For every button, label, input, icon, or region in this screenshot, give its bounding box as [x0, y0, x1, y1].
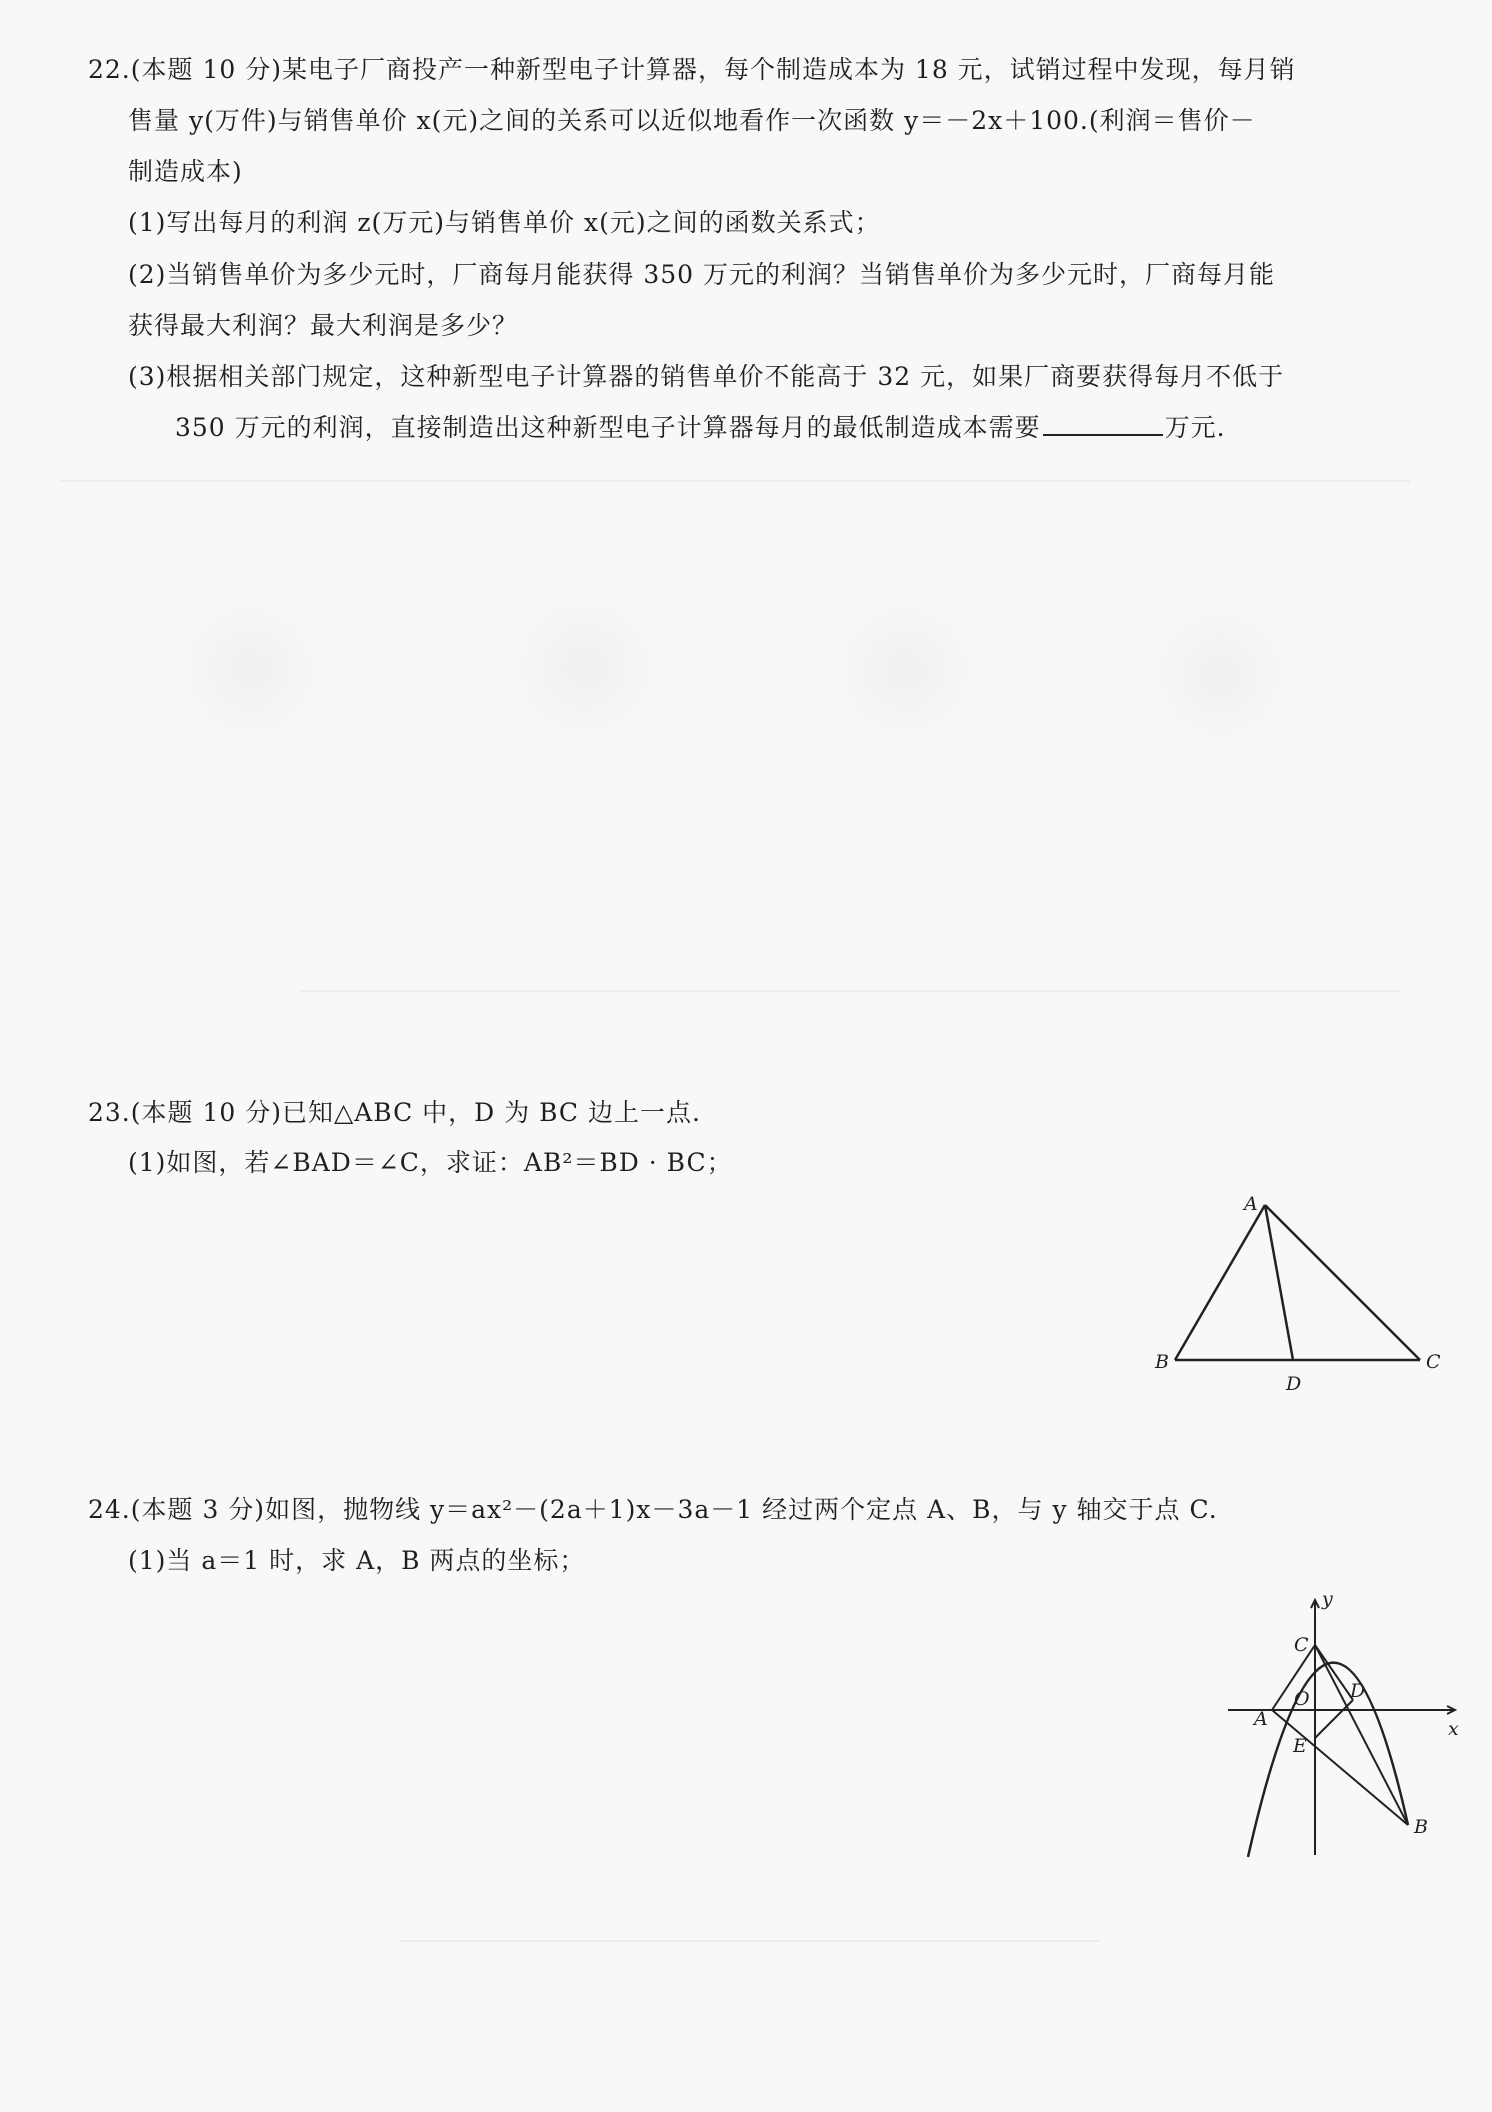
- q22-part1: (1)写出每月的利润 z(万元)与销售单价 x(元)之间的函数关系式；: [128, 208, 881, 237]
- q22-line1: 22.(本题 10 分)某电子厂商投产一种新型电子计算器，每个制造成本为 18 元，试销过程中发现，每月销: [88, 55, 1296, 84]
- point-a-label: A: [1244, 1193, 1258, 1215]
- bleed-through-mark: [175, 590, 325, 750]
- x-axis-label: x: [1448, 1718, 1459, 1740]
- point-c-label: C: [1294, 1634, 1309, 1656]
- q22-part2-line2: 获得最大利润？最大利润是多少？: [128, 311, 519, 340]
- point-b-label: B: [1414, 1816, 1428, 1838]
- bleed-through-line: [300, 990, 1400, 992]
- q24-line1: 24.(本题 3 分)如图，抛物线 y＝ax²－(2a＋1)x－3a－1 经过两个定点 A、B，与 y 轴交于点 C.: [88, 1495, 1218, 1524]
- triangle-figure: [1140, 1185, 1470, 1405]
- bleed-through-mark: [1145, 600, 1295, 750]
- bleed-through-mark: [505, 585, 665, 750]
- q22-part3-line1: (3)根据相关部门规定，这种新型电子计算器的销售单价不能高于 32 元，如果厂商要获得每月不低于: [128, 362, 1285, 391]
- q23-part1: (1)如图，若∠BAD＝∠C，求证：AB²＝BD · BC；: [128, 1148, 733, 1177]
- q22-part3-unit: 万元.: [1164, 413, 1226, 442]
- q22-part2-line1: (2)当销售单价为多少元时，厂商每月能获得 350 万元的利润？当销售单价为多少元时，厂商每月能: [128, 260, 1276, 289]
- parabola-figure: [1210, 1585, 1470, 1875]
- q22-part3-line2: [175, 408, 1226, 444]
- point-b-label: B: [1155, 1351, 1169, 1373]
- bleed-through-line: [60, 480, 1410, 482]
- bleed-through-line: [400, 1940, 1100, 1942]
- bleed-through-mark: [830, 590, 980, 750]
- q22-part3-text: 350 万元的利润，直接制造出这种新型电子计算器每月的最低制造成本需要: [175, 413, 1041, 442]
- q23-line1: 23.(本题 10 分)已知△ABC 中，D 为 BC 边上一点.: [88, 1098, 701, 1127]
- q22-line2: 售量 y(万件)与销售单价 x(元)之间的关系可以近似地看作一次函数 y＝－2x＋100.(利润＝售价－: [128, 106, 1256, 135]
- y-axis-label: y: [1322, 1588, 1333, 1610]
- point-a-label: A: [1254, 1708, 1268, 1730]
- origin-label: O: [1294, 1688, 1310, 1710]
- point-d-label: D: [1286, 1373, 1302, 1395]
- q24-part1: (1)当 a＝1 时，求 A，B 两点的坐标；: [128, 1546, 586, 1575]
- q22-line3: 制造成本): [128, 157, 243, 186]
- answer-blank[interactable]: [1043, 410, 1163, 436]
- point-e-label: E: [1293, 1735, 1307, 1757]
- point-c-label: C: [1426, 1351, 1441, 1373]
- point-d-label: D: [1350, 1680, 1366, 1702]
